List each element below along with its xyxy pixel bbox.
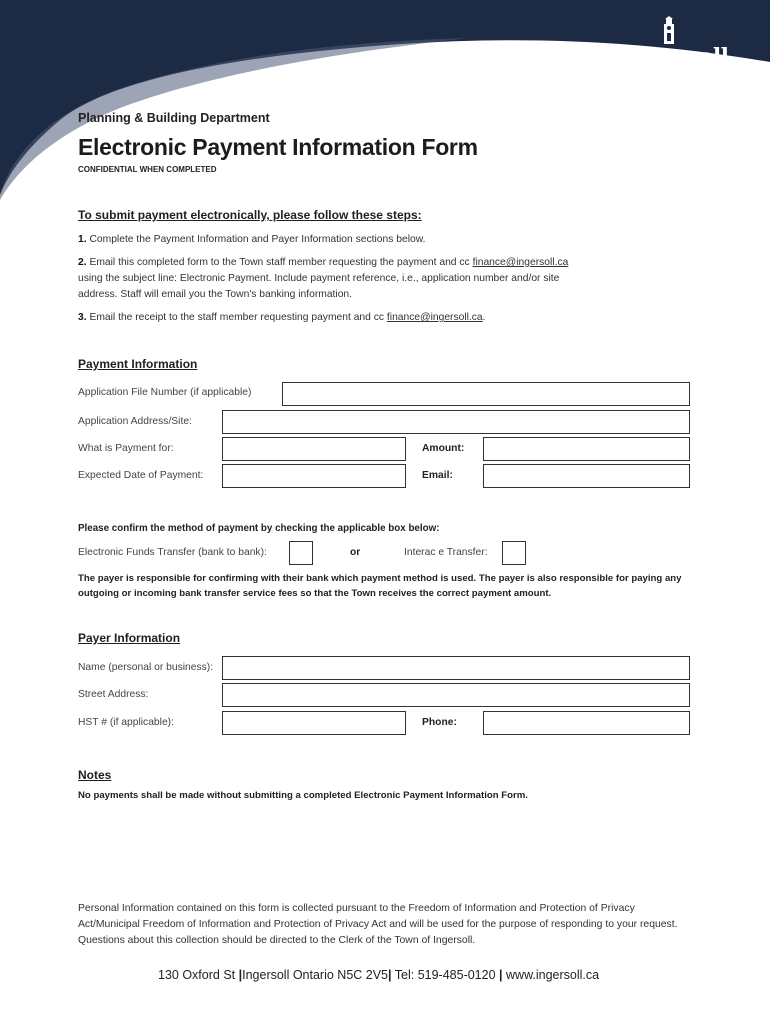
email-input[interactable] — [483, 464, 690, 488]
logo-tagline: our heritage, your future — [662, 72, 732, 79]
steps-heading: To submit payment electronically, please follow these steps: — [78, 208, 422, 222]
hst-input[interactable] — [222, 711, 406, 735]
step-3-text: Email the receipt to the staff member requesting payment and cc — [89, 312, 385, 323]
step-3-number: 3. — [78, 312, 87, 323]
eft-checkbox[interactable] — [289, 541, 313, 565]
step-2-line-3: address. Staff will email you the Town's banking information. — [78, 289, 353, 300]
step-3 — [78, 310, 486, 326]
footer-contact — [158, 968, 599, 982]
footer-sep-1: | — [238, 968, 243, 982]
step-1-text: Complete the Payment Information and Payer Information sections below. — [89, 234, 426, 245]
footer-sep-2: | — [388, 968, 392, 982]
step-1-number: 1. — [78, 234, 87, 245]
privacy-statement: Personal Information contained on this form is collected pursuant to the Freedom of Information and Protection of Privacy Act/Municipal Freedom of Information and Protection of Privacy Act and will be used for the purpose of responding to your request. Questions about this collection should be directed to the Clerk of the Town of Ingersoll. — [78, 903, 678, 946]
footer-city: Ingersoll Ontario N5C 2V5 — [242, 968, 389, 982]
eft-label: Electronic Funds Transfer (bank to bank): — [78, 547, 267, 558]
clock-tower-icon — [660, 16, 678, 44]
payer-responsibility-notice: The payer is responsible for confirming with their bank which payment method is used. The payer is also responsible for paying any outgoing or incoming bank transfer service fees so that the Town receives the correct payment amount. — [78, 573, 682, 599]
step-2 — [78, 255, 568, 271]
department-name: Planning & Building Department — [78, 111, 270, 125]
payer-info-heading: Payer Information — [78, 631, 181, 645]
footer-address: 130 Oxford St — [158, 968, 236, 982]
notes-text: No payments shall be made without submitting a completed Electronic Payment Information Form. — [78, 790, 528, 801]
interac-label: Interac e Transfer: — [404, 547, 488, 558]
step-2-text: Email this completed form to the Town staff member requesting the payment and cc — [89, 257, 470, 268]
page-title: Electronic Payment Information Form — [78, 134, 478, 160]
interac-checkbox[interactable] — [502, 541, 526, 565]
app-file-number-input[interactable] — [282, 382, 690, 406]
or-label: or — [350, 547, 361, 558]
payer-name-label: Name (personal or business): — [78, 662, 214, 673]
app-file-label: Application File Number (if applicable) — [78, 387, 252, 398]
payer-name-input[interactable] — [222, 656, 690, 680]
finance-email-link[interactable]: finance@ingersoll.ca — [472, 257, 569, 268]
street-address-input[interactable] — [222, 683, 690, 707]
phone-label: Phone: — [422, 717, 457, 728]
step-2-number: 2. — [78, 257, 87, 268]
hst-label: HST # (if applicable): — [78, 717, 174, 728]
app-address-input[interactable] — [222, 410, 690, 434]
logo-wordmark: Ingersoll — [622, 44, 729, 70]
town-logo — [622, 16, 742, 82]
notes-heading: Notes — [78, 768, 112, 782]
payment-for-label: What is Payment for: — [78, 443, 174, 454]
street-address-label: Street Address: — [78, 689, 149, 700]
method-prompt: Please confirm the method of payment by checking the applicable box below: — [78, 523, 440, 534]
step-3-period: . — [482, 312, 486, 323]
footer-tel: Tel: 519-485-0120 — [394, 968, 496, 982]
expected-date-label: Expected Date of Payment: — [78, 470, 204, 481]
step-2-line-2: using the subject line: Electronic Payment. Include payment reference, i.e., application number and/or site — [78, 273, 560, 284]
footer-web: www.ingersoll.ca — [506, 968, 600, 982]
finance-email-link-2[interactable]: finance@ingersoll.ca — [386, 312, 483, 323]
step-1 — [78, 232, 425, 248]
app-address-label: Application Address/Site: — [78, 416, 192, 427]
email-label: Email: — [422, 470, 453, 481]
payment-info-heading: Payment Information — [78, 357, 198, 371]
footer-sep-3: | — [499, 968, 503, 982]
payment-for-input[interactable] — [222, 437, 406, 461]
expected-date-input[interactable] — [222, 464, 406, 488]
confidential-note: CONFIDENTIAL WHEN COMPLETED — [78, 165, 217, 174]
amount-label: Amount: — [422, 443, 465, 454]
phone-input[interactable] — [483, 711, 690, 735]
amount-input[interactable] — [483, 437, 690, 461]
